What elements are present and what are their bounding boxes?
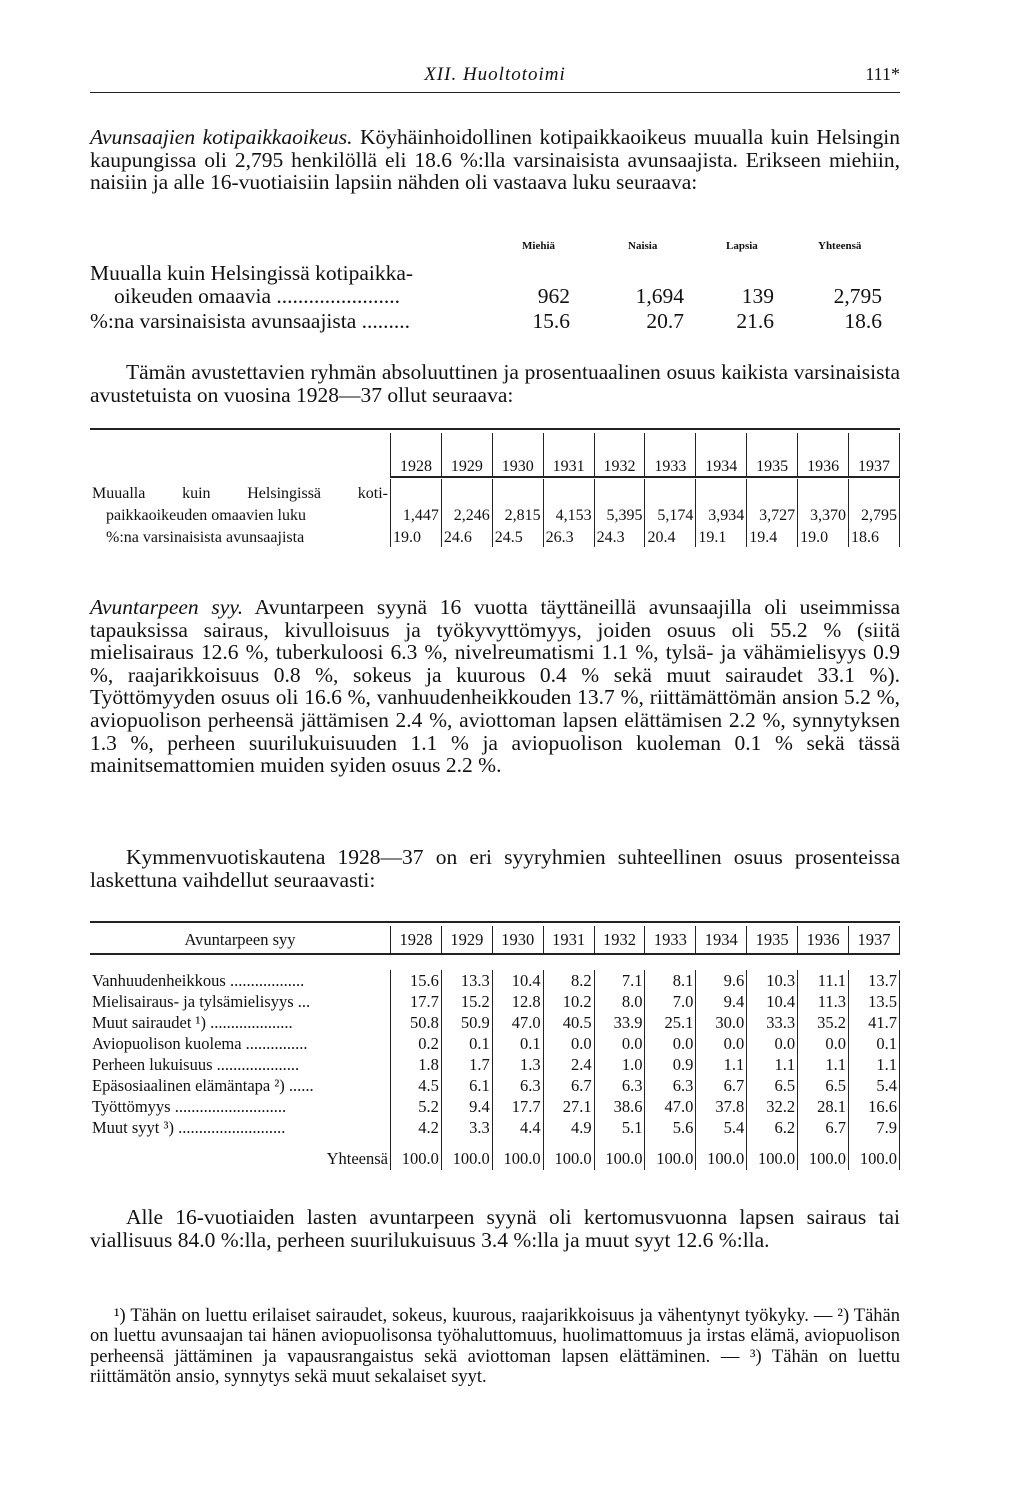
row-label: Muut syyt ³) .......................... (92, 1117, 286, 1137)
table-cell: 19.4 (747, 525, 798, 547)
col-header-yhteensa: Yhteensä (818, 240, 862, 252)
row-label: Perheen lukuisuus .................... (92, 1054, 300, 1074)
year-header: 1928 (391, 433, 442, 477)
table-cell: 5.2 (391, 1096, 442, 1117)
table-cell: 3,727 (747, 503, 798, 525)
table-cell: 1.1 (798, 1054, 849, 1075)
table-cell: 0.0 (696, 1033, 747, 1054)
table-cell: 1.7 (441, 1054, 492, 1075)
year-header: 1935 (747, 926, 798, 954)
table-row (90, 991, 900, 1012)
small-cell: 962 (537, 284, 570, 308)
year-header: 1932 (594, 433, 645, 477)
row-label: Muualla kuin Helsingissä koti- (92, 485, 388, 502)
year-header: 1928 (391, 926, 442, 954)
year-header: 1937 (849, 926, 900, 954)
table-cell: 10.3 (747, 970, 798, 991)
table-cell: 15.2 (441, 991, 492, 1012)
table-cell: 5.4 (849, 1075, 900, 1096)
table-cell: 6.7 (543, 1075, 594, 1096)
small-row-label: %:na varsinaisista avunsaajista ......... (90, 309, 411, 333)
table-cell: 4,153 (543, 503, 594, 525)
paragraph-text: Köyhäinhoidollinen kotipaikkaoikeus muualla kuin Helsingin kaupungissa oli 2,795 henkilöllä eli 18.6 %:lla varsinaisista avunsaajista. Erikseen miehiin, naisiin ja alle 16-vuotiaisiin lapsiin nähden oli vastaava luku seuraava: (90, 125, 900, 195)
table-cell: 2,815 (492, 503, 543, 525)
paragraph-text: Tämän avustettavien ryhmän absoluuttinen ja prosentuaalinen osuus kaikista varsinaisista avustetuista on vuosina 1928—37 ollut seuraava: (90, 360, 900, 407)
table-cell: 50.8 (391, 1012, 442, 1033)
table-cell: 0.1 (441, 1033, 492, 1054)
table-cell: 50.9 (441, 1012, 492, 1033)
column-header: Avuntarpeen syy (184, 929, 296, 949)
table-row (90, 1054, 900, 1075)
table-cell: 5,174 (645, 503, 696, 525)
table-cell: 8.0 (594, 991, 645, 1012)
table-cell: 4.9 (543, 1117, 594, 1138)
table-cell: 6.5 (747, 1075, 798, 1096)
paragraph-avuntarpeen-syy (90, 596, 900, 777)
paragraph-avunsaajien (90, 126, 900, 194)
table-cell: 1,447 (391, 503, 442, 525)
year-header: 1937 (849, 433, 900, 477)
table-cell: 19.1 (696, 525, 747, 547)
year-header: 1936 (798, 926, 849, 954)
total-cell: 100.0 (543, 1148, 594, 1170)
row-label: Työttömyys ........................... (92, 1096, 287, 1116)
table-cell: 19.0 (391, 525, 442, 547)
total-cell: 100.0 (849, 1148, 900, 1170)
table-row (90, 1033, 900, 1054)
table-cell: 16.6 (849, 1096, 900, 1117)
row-label: Aviopuolison kuolema ............... (92, 1033, 308, 1053)
table-cell: 0.1 (849, 1033, 900, 1054)
running-header (90, 62, 900, 93)
footnote: ¹) Tähän on luettu erilaiset sairaudet, sokeus, kuurous, raajarikkoisuus ja vähentynyt työkyky. — ²) Tähän on luettu avunsaajan tai hänen aviopuolisonsa työhaluttomuus, huolimattomuus ja irstas elämä, aviopuolison perheensä jättäminen ja vapausrangaistus sekä aviottoman lapsen elättäminen. — ³) Tähän on luettu riittämätön ansio, synnytys sekä muut sekalaiset syyt. (90, 1306, 900, 1387)
table-cell: 0.0 (645, 1033, 696, 1054)
year-header: 1934 (696, 433, 747, 477)
table-cell: 6.7 (696, 1075, 747, 1096)
table-cell: 26.3 (543, 525, 594, 547)
table-cell: 9.6 (696, 970, 747, 991)
total-cell: 100.0 (594, 1148, 645, 1170)
table-cell: 17.7 (492, 1096, 543, 1117)
table-cell: 24.3 (594, 525, 645, 547)
col-header-naisia: Naisia (628, 240, 658, 252)
table-cell: 5.4 (696, 1117, 747, 1138)
table-cell: 6.2 (747, 1117, 798, 1138)
table-cell: 41.7 (849, 1012, 900, 1033)
table-cell: 6.3 (492, 1075, 543, 1096)
table-cell: 10.2 (543, 991, 594, 1012)
table-cell: 13.5 (849, 991, 900, 1012)
table-cell: 20.4 (645, 525, 696, 547)
col-header-lapsia: Lapsia (726, 240, 758, 252)
paragraph-text: Alle 16-vuotiaiden lasten avuntarpeen syynä oli kertomusvuonna lapsen sairaus tai viallisuus 84.0 %:lla, perheen suurilukuisuus 3.4 %:lla ja muut syyt 12.6 %:lla. (90, 1205, 900, 1252)
table-cell: 0.0 (594, 1033, 645, 1054)
small-cell: 20.7 (646, 309, 684, 333)
year-header: 1929 (441, 926, 492, 954)
small-cell: 139 (741, 284, 774, 308)
table-cell: 32.2 (747, 1096, 798, 1117)
paragraph-text: Avuntarpeen syynä 16 vuotta täyttäneillä avunsaajilla oli useimmissa tapauksissa sairaus, kivulloisuus ja työkyvyttömyys, joiden osuus oli 55.2 % (siitä mielisairaus 12.6 %, tuberkuloosi 6.3 %, nivelreumatismi 1.1 %, tylsä- ja vähämielisyys 0.9 %, raajarikkoisuus 0.8 %, sokeus ja kuurous 0.4 % sekä muut sairaudet 33.1 %). Työttömyyden osuus oli 16.6 %, vanhuudenheikkouden 13.7 %, riittämättömän ansion 5.2 %, aviopuolison perheensä jättämisen 2.4 %, aviottoman lapsen elättämisen 2.2 %, synnytyksen 1.3 %, perheen suurilukuisuuden 1.1 % ja aviopuolison kuoleman 0.1 % sekä tässä mainitsemattomien muiden syiden osuus 2.2 %. (90, 595, 901, 778)
section-heading: Avuntarpeen syy. (90, 595, 244, 619)
table-cell: 6.3 (645, 1075, 696, 1096)
table-cell: 2.4 (543, 1054, 594, 1075)
table-cell: 9.4 (441, 1096, 492, 1117)
row-label: Vanhuudenheikkous .................. (92, 970, 305, 990)
table-cell: 6.3 (594, 1075, 645, 1096)
year-header: 1934 (696, 926, 747, 954)
table-cell: 0.9 (645, 1054, 696, 1075)
table-cell: 10.4 (747, 991, 798, 1012)
small-row-label: oikeuden omaavia ....................... (114, 284, 401, 308)
total-cell: 100.0 (441, 1148, 492, 1170)
table-row (90, 1096, 900, 1117)
row-label: %:na varsinaisista avunsaajista (106, 529, 305, 546)
table-cell: 25.1 (645, 1012, 696, 1033)
chapter-title: XII. Huoltotoimi (424, 64, 566, 85)
table-cell: 8.2 (543, 970, 594, 991)
table-cell: 7.1 (594, 970, 645, 991)
row-label: Mielisairaus- ja tylsämielisyys ... (92, 991, 311, 1011)
table-cell: 19.0 (798, 525, 849, 547)
table-cell: 33.9 (594, 1012, 645, 1033)
small-cell: 2,795 (833, 284, 882, 308)
table-cell: 37.8 (696, 1096, 747, 1117)
table-cell: 1.1 (747, 1054, 798, 1075)
table-cell: 0.2 (391, 1033, 442, 1054)
section-heading: Avunsaajien kotipaikkaoikeus. (90, 125, 353, 149)
table-row (90, 1075, 900, 1096)
table-cell: 5.6 (645, 1117, 696, 1138)
small-cell: 15.6 (532, 309, 570, 333)
table-cell: 5.1 (594, 1117, 645, 1138)
small-row-label: Muualla kuin Helsingissä kotipaikka- (90, 261, 414, 285)
year-header: 1930 (492, 926, 543, 954)
table-cell: 28.1 (798, 1096, 849, 1117)
year-header: 1933 (645, 926, 696, 954)
table-cell: 3,370 (798, 503, 849, 525)
total-cell: 100.0 (798, 1148, 849, 1170)
table-cell: 1.1 (696, 1054, 747, 1075)
table-cell: 7.0 (645, 991, 696, 1012)
table-cell: 2,795 (849, 503, 900, 525)
table-cell: 1.1 (849, 1054, 900, 1075)
year-header: 1931 (543, 433, 594, 477)
table-cell: 2,246 (441, 503, 492, 525)
small-cell: 18.6 (844, 309, 882, 333)
table-cell: 1.3 (492, 1054, 543, 1075)
table-cell: 5,395 (594, 503, 645, 525)
table-cell: 6.1 (441, 1075, 492, 1096)
table-cell: 4.2 (391, 1117, 442, 1138)
year-header: 1932 (594, 926, 645, 954)
small-cell: 1,694 (635, 284, 684, 308)
total-cell: 100.0 (747, 1148, 798, 1170)
table-cell: 7.9 (849, 1117, 900, 1138)
table-cell: 10.4 (492, 970, 543, 991)
table-cell: 13.7 (849, 970, 900, 991)
total-label: Yhteensä (326, 1149, 388, 1168)
table-body (90, 970, 900, 1138)
table-avuntarpeen-syy (90, 921, 900, 1170)
table-cell: 0.0 (747, 1033, 798, 1054)
table-cell: 38.6 (594, 1096, 645, 1117)
table-cell: 0.0 (543, 1033, 594, 1054)
row-label: Muut sairaudet ¹) .................... (92, 1012, 293, 1032)
table-cell: 6.5 (798, 1075, 849, 1096)
table-cell: 1.8 (391, 1054, 442, 1075)
year-header: 1929 (441, 433, 492, 477)
table-row (90, 1117, 900, 1138)
total-cell: 100.0 (492, 1148, 543, 1170)
col-header-miehia: Miehiä (522, 240, 555, 252)
table-cell: 4.4 (492, 1117, 543, 1138)
paragraph-text: Kymmenvuotiskautena 1928—37 on eri syyryhmien suhteellinen osuus prosenteissa laskettuna vaihdellut seuraavasti: (90, 845, 900, 892)
table-cell: 47.0 (645, 1096, 696, 1117)
table-cell: 1.0 (594, 1054, 645, 1075)
table-cell: 27.1 (543, 1096, 594, 1117)
year-header: 1930 (492, 433, 543, 477)
table-cell: 4.5 (391, 1075, 442, 1096)
table-cell: 9.4 (696, 991, 747, 1012)
table-cell: 15.6 (391, 970, 442, 991)
table-cell: 47.0 (492, 1012, 543, 1033)
table-cell: 11.3 (798, 991, 849, 1012)
row-label: paikkaoikeuden omaavien luku (106, 507, 306, 524)
total-cell: 100.0 (645, 1148, 696, 1170)
table-cell: 24.6 (441, 525, 492, 547)
table-cell: 24.5 (492, 525, 543, 547)
total-cell: 100.0 (696, 1148, 747, 1170)
table-kotipaikkaoikeus (90, 428, 900, 547)
total-cell: 100.0 (391, 1148, 442, 1170)
table-cell: 0.0 (798, 1033, 849, 1054)
table-cell: 30.0 (696, 1012, 747, 1033)
table-cell: 18.6 (849, 525, 900, 547)
table-cell: 17.7 (391, 991, 442, 1012)
table-cell: 0.1 (492, 1033, 543, 1054)
table-cell: 12.8 (492, 991, 543, 1012)
table-cell: 11.1 (798, 970, 849, 991)
table-cell: 8.1 (645, 970, 696, 991)
year-header: 1933 (645, 433, 696, 477)
table-cell: 6.7 (798, 1117, 849, 1138)
row-label: Epäsosiaalinen elämäntapa ²) ...... (92, 1075, 314, 1095)
table-cell: 40.5 (543, 1012, 594, 1033)
year-header: 1936 (798, 433, 849, 477)
page-number: 111* (865, 64, 900, 84)
table-cell: 3,934 (696, 503, 747, 525)
table-cell: 13.3 (441, 970, 492, 991)
small-cell: 21.6 (736, 309, 774, 333)
table-row (90, 1012, 900, 1033)
year-header: 1931 (543, 926, 594, 954)
table-row (90, 970, 900, 991)
table-cell: 33.3 (747, 1012, 798, 1033)
year-header: 1935 (747, 433, 798, 477)
table-cell: 3.3 (441, 1117, 492, 1138)
table-cell: 35.2 (798, 1012, 849, 1033)
